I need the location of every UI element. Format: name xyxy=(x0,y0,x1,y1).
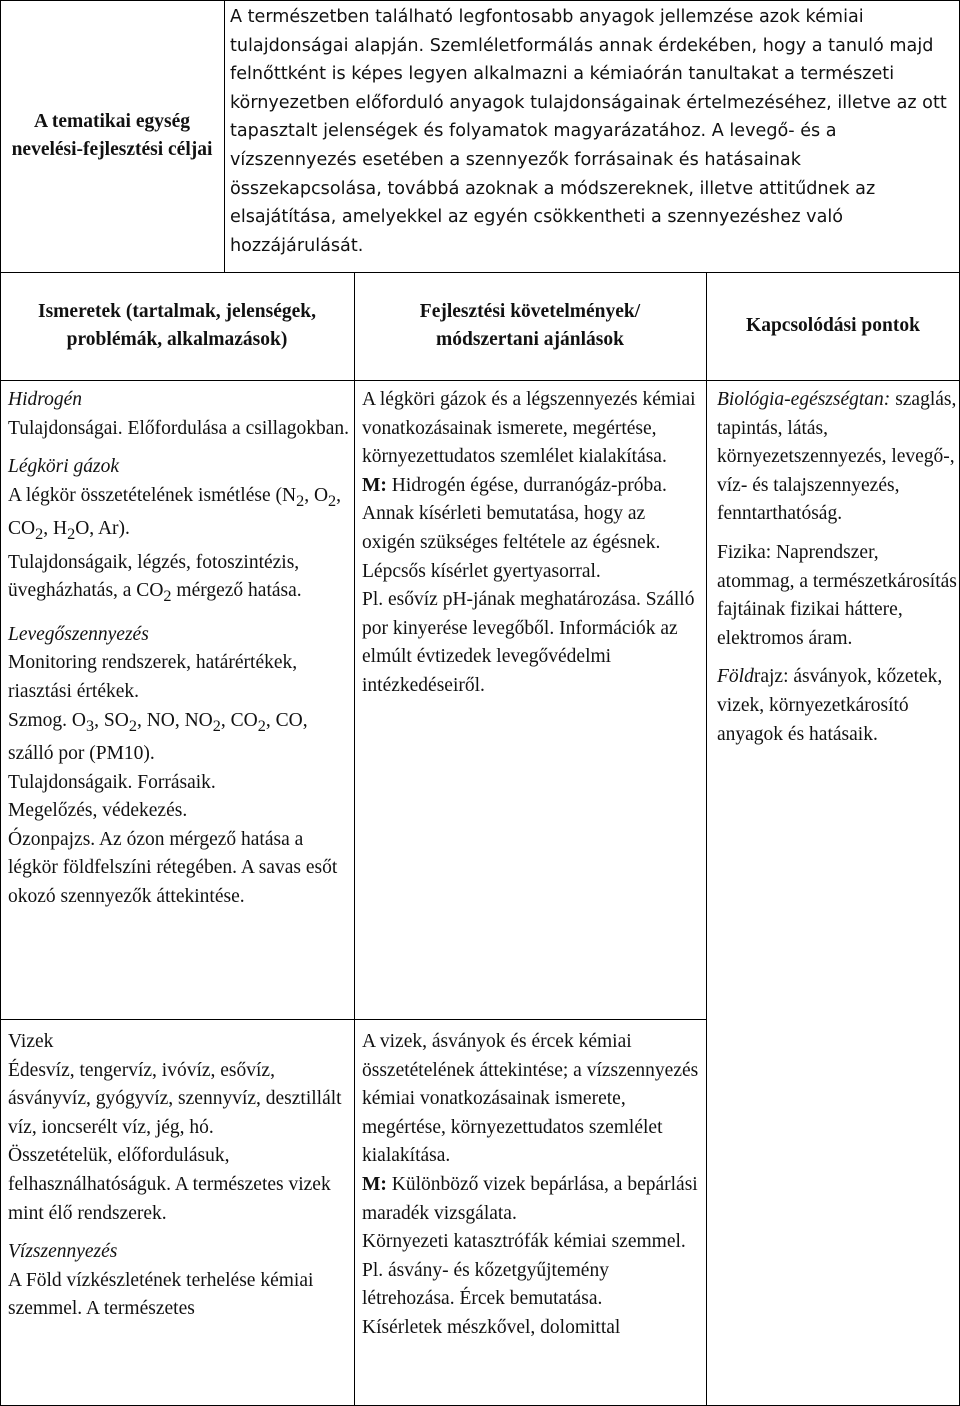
goals-label: A tematikai egység nevelési-fejlesztési céljai xyxy=(11,111,213,160)
goals-divider xyxy=(224,0,225,273)
header-bottom-rule xyxy=(0,380,960,381)
disasters-text: Környezeti katasztrófák kémiai szemmel. xyxy=(362,1231,686,1253)
topic-atmospheric-gases: Légköri gázok xyxy=(8,456,120,478)
water-pollution-text: A Föld vízkészletének terhelése kémiai szemmel. A természetes xyxy=(8,1269,314,1320)
prevention-text: Megelőzés, védekezés. xyxy=(8,800,188,822)
water-composition-text: Összetételük, előfordulásuk, felhasználhatóságuk. A természetes vizek mint élő rendszerek. xyxy=(8,1145,331,1224)
requirements-cell-air xyxy=(362,386,700,701)
atmosphere-composition-text: A légkör összetételének ismétlése ($N_2$, $O_2$, $CO_2$, $H_2O$, Ar). xyxy=(8,484,342,544)
column-header-requirements: Fejlesztési követelmények/ módszertani ajánlások xyxy=(419,301,641,350)
sources-text: Tulajdonságaik. Forrásaik. xyxy=(8,771,216,793)
column-divider-1 xyxy=(354,272,355,1406)
requirements-cell-water xyxy=(362,1028,700,1343)
ozone-text: Ózonpajzs. Az ózon mérgező hatása a légkör földfelszíni rétegében. A savas esőt okozó szennyezők áttekintése. xyxy=(8,828,338,908)
link-physics: Fizika: Naprendszer, atommag, a természetkárosítás fajtáinak fizikai háttere, elektromos áram. xyxy=(717,541,957,649)
link-geography: Földrajz: ásványok, kőzetek, vizek, környezetkárosító anyagok és hatásaik. xyxy=(717,666,943,745)
example-rainwater: Pl. esővíz pH-jának meghatározása. Szálló por kinyerése levegőből. Információk az elmúlt évtizedek levegővédelmi intézkedéseiről. xyxy=(362,589,695,696)
topic-water-pollution: Vízszennyezés xyxy=(8,1241,118,1263)
requirements-air-text: A légköri gázok és a légszennyezés kémiai vonatkozásainak ismerete, megértése, környezettudatos szemlélet kialakítása. xyxy=(362,389,696,468)
requirements-water-text: A vizek, ásványok és ércek kémiai összetételének áttekintése; a vízszennyezés kémiai vonatkozásainak ismerete, megértése, környezettudatos szemlélet kialakítása. xyxy=(362,1031,699,1167)
link-biology: Biológia-egészségtan: szaglás, tapintás, látás, környezetszennyezés, levegő-, víz- és talajszennyezés, fenntarthatóság. xyxy=(717,389,957,525)
row-divider-col1 xyxy=(0,1019,354,1020)
links-cell xyxy=(717,386,957,749)
experiment-oxygen: Annak kísérleti bemutatása, hogy az oxigén szükséges feltétele az égésnek. Lépcsős kísérlet gyertyasorral. xyxy=(362,503,661,582)
water-types-text: Édesvíz, tengervíz, ivóvíz, esővíz, ásványvíz, gyógyvíz, szennyvíz, desztillált víz, ioncserélt víz, jég, hó. xyxy=(8,1059,342,1138)
monitoring-text: Monitoring rendszerek, határértékek, riasztási értékek. xyxy=(8,652,298,703)
hydrogen-text: Tulajdonságai. Előfordulása a csillagokban. xyxy=(8,417,350,439)
content-cell-air xyxy=(8,386,350,912)
content-cell-water xyxy=(8,1028,350,1324)
column-header-content: Ismeretek (tartalmak, jelenségek, problémák, alkalmazások) xyxy=(38,301,316,350)
topic-hydrogen: Hidrogén xyxy=(8,389,83,410)
example-mineral-collection: Pl. ásvány- és kőzetgyűjtemény létrehozása. Ércek bemutatása. xyxy=(362,1259,609,1310)
experiments-limestone: Kísérletek mészkővel, dolomittal xyxy=(362,1316,621,1338)
smog-text: Szmog. $O_3$, $SO_2$, NO, $NO_2$, $CO_2$, CO, szálló por (PM10). xyxy=(8,709,308,765)
gas-properties-text: Tulajdonságaik, légzés, fotoszintézis, üvegházhatás, a $CO_2$ mérgező hatása. xyxy=(8,551,302,606)
experiment-hydrogen: M: Hidrogén égése, durranógáz-próba. xyxy=(362,474,667,496)
goals-text: A természetben található legfontosabb anyagok jellemzése azok kémiai tulajdonságai alapján. Szemléletformálás annak érdekében, hogy a tanuló majd felnőttként is képes legyen alkalmazni a kémiaórán tanultakat a természeti környezetben előforduló anyagok tulajdonságainak értelmezéséhez, illetve az ott tapasztalt jelenségek és folyamatok magyarázatához. A levegő- és a vízszennyezés esetében a szennyezők forrásainak és hatásainak összekapcsolása, továbbá azoknak a módszereknek, illetve attitűdnek az elsajátítása, amelyekkel az egyén csökkentheti a szennyezéshez való hozzájárulását. xyxy=(230,7,947,256)
row-divider-col2 xyxy=(354,1019,706,1020)
topic-waters: Vizek xyxy=(8,1031,54,1052)
experiment-evaporation: M: Különböző vizek bepárlása, a bepárlási maradék vizsgálata. xyxy=(362,1173,698,1224)
topic-air-pollution: Levegőszennyezés xyxy=(8,623,149,645)
column-header-links: Kapcsolódási pontok xyxy=(746,315,920,336)
column-divider-2 xyxy=(706,272,707,1406)
